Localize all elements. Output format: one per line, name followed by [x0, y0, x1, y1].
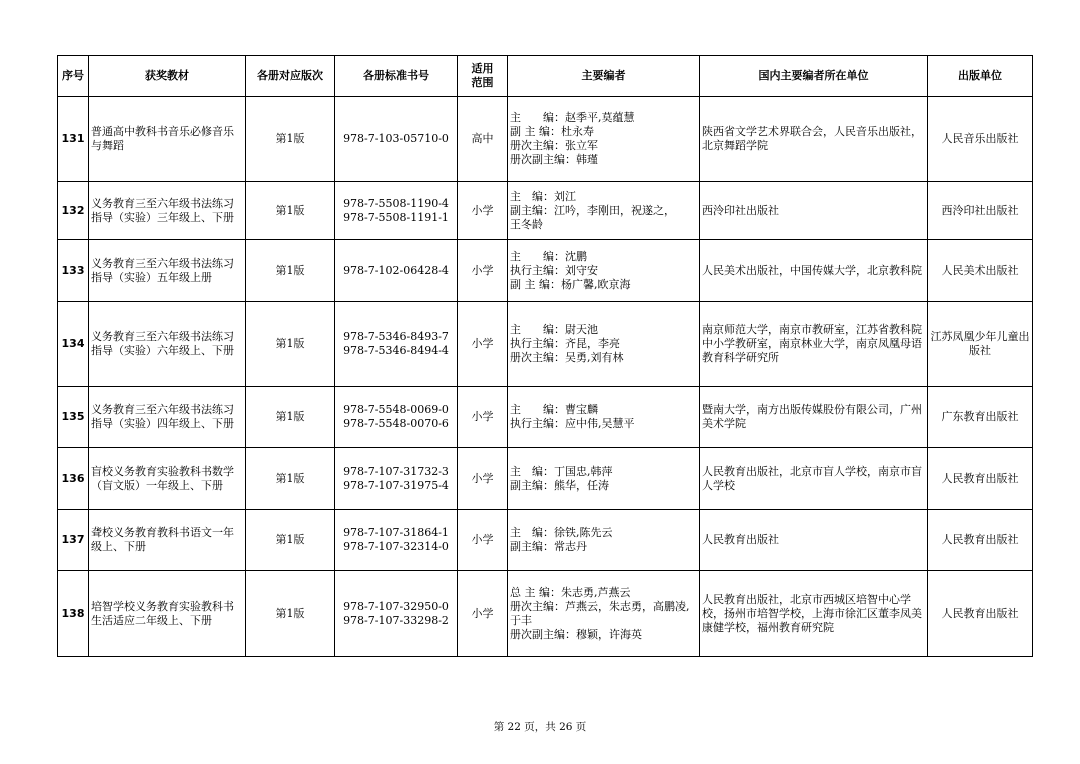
textbook-title: 普通高中教科书音乐必修音乐与舞蹈 [89, 97, 246, 182]
edition: 第1版 [246, 571, 335, 657]
isbn: 978-7-102-06428-4 [343, 263, 449, 277]
isbn: 978-7-5548-0069-0 [343, 403, 449, 416]
editors-cell [508, 448, 700, 510]
row-number: 138 [58, 571, 89, 657]
editor-line: 册次副主编：穆颖，许海英 [510, 627, 642, 641]
isbn: 978-7-5508-1191-1 [343, 210, 449, 224]
editor-line: 册次主编：吴勇,刘有林 [510, 351, 624, 364]
editors-cell [508, 302, 700, 387]
editors-cell [508, 182, 700, 240]
publisher: 西泠印社出版社 [928, 182, 1033, 240]
isbn-cell [335, 182, 458, 240]
publisher: 江苏凤凰少年儿童出版社 [928, 302, 1033, 387]
award-table [57, 55, 1033, 657]
scope: 小学 [458, 571, 508, 657]
editor-line: 总 主 编：朱志勇,芦燕云 [510, 585, 631, 599]
table-row [58, 510, 1033, 571]
editor-line: 主 编：丁国忠,韩萍 [510, 464, 613, 478]
isbn-cell [335, 448, 458, 510]
editor-line: 副主编：江吟，李刚田，祝遂之， [510, 203, 675, 217]
editor-line: 副 主 编：杜永寿 [510, 125, 594, 138]
header-publisher: 出版单位 [928, 56, 1033, 97]
header-scope [458, 56, 508, 97]
table-row [58, 448, 1033, 510]
publisher: 人民教育出版社 [928, 571, 1033, 657]
isbn: 978-7-107-31864-1 [343, 526, 449, 539]
publisher: 人民教育出版社 [928, 510, 1033, 571]
scope: 小学 [458, 448, 508, 510]
row-number: 133 [58, 240, 89, 302]
isbn-cell [335, 97, 458, 182]
edition: 第1版 [246, 240, 335, 302]
table-row [58, 387, 1033, 448]
edition: 第1版 [246, 97, 335, 182]
editor-line: 副 主 编：杨广馨,欧京海 [510, 277, 631, 291]
editor-line: 主 编：尉天池 [510, 323, 598, 336]
editors-cell [508, 97, 700, 182]
editor-line: 册次主编：张立军 [510, 139, 598, 152]
header-scope-line1: 适用 [471, 62, 494, 75]
table-row [58, 302, 1033, 387]
header-no: 序号 [58, 56, 89, 97]
table-row [58, 240, 1033, 302]
textbook-title: 盲校义务教育实验教科书数学（盲文版）一年级上、下册 [89, 448, 246, 510]
editor-units: 人民教育出版社，北京市西城区培智中心学校，扬州市培智学校，上海市徐汇区董李凤美康健学校，福州教育研究院 [700, 571, 928, 657]
publisher: 人民教育出版社 [928, 448, 1033, 510]
textbook-title: 义务教育三至六年级书法练习指导（实验）三年级上、下册 [89, 182, 246, 240]
isbn-cell [335, 302, 458, 387]
editor-line: 副主编：熊华，任涛 [510, 478, 609, 492]
editor-line: 主 编：曹宝麟 [510, 403, 598, 416]
editor-line: 主 编：赵季平,莫蕴慧 [510, 111, 635, 124]
publisher: 人民音乐出版社 [928, 97, 1033, 182]
header-units: 国内主要编者所在单位 [700, 56, 928, 97]
isbn-cell [335, 240, 458, 302]
scope: 小学 [458, 302, 508, 387]
editor-line: 副主编：常志丹 [510, 540, 587, 553]
header-title: 获奖教材 [89, 56, 246, 97]
editor-line: 执行主编：应中伟,吴慧平 [510, 417, 635, 430]
editors-cell [508, 510, 700, 571]
isbn-cell [335, 510, 458, 571]
header-scope-line2: 范围 [471, 76, 494, 89]
editor-units: 南京师范大学，南京市教研室，江苏省教科院中小学教研室，南京林业大学，南京凤凰母语教育科学研究所 [700, 302, 928, 387]
row-number: 136 [58, 448, 89, 510]
edition: 第1版 [246, 387, 335, 448]
scope: 小学 [458, 240, 508, 302]
isbn: 978-7-107-32950-0 [343, 599, 449, 613]
isbn: 978-7-5346-8493-7 [343, 330, 449, 343]
isbn: 978-7-5346-8494-4 [343, 344, 449, 357]
editor-units: 人民教育出版社，北京市盲人学校，南京市盲人学校 [700, 448, 928, 510]
row-number: 137 [58, 510, 89, 571]
isbn-cell [335, 387, 458, 448]
isbn: 978-7-107-32314-0 [343, 540, 449, 553]
isbn: 978-7-107-31975-4 [343, 478, 449, 492]
editor-units: 人民教育出版社 [700, 510, 928, 571]
edition: 第1版 [246, 182, 335, 240]
editors-cell [508, 240, 700, 302]
textbook-title: 聋校义务教育教科书语文一年级上、下册 [89, 510, 246, 571]
textbook-title: 义务教育三至六年级书法练习指导（实验）六年级上、下册 [89, 302, 246, 387]
edition: 第1版 [246, 448, 335, 510]
publisher: 人民美术出版社 [928, 240, 1033, 302]
row-number: 131 [58, 97, 89, 182]
header-edition: 各册对应版次 [246, 56, 335, 97]
edition: 第1版 [246, 302, 335, 387]
isbn: 978-7-5548-0070-6 [343, 417, 449, 430]
isbn-cell [335, 571, 458, 657]
row-number: 134 [58, 302, 89, 387]
header-row [58, 56, 1033, 97]
editor-units: 陕西省文学艺术界联合会，人民音乐出版社，北京舞蹈学院 [700, 97, 928, 182]
editor-line: 执行主编：齐昆，李亮 [510, 337, 620, 350]
editor-line: 主 编：徐铁,陈先云 [510, 526, 613, 539]
editors-cell [508, 387, 700, 448]
row-number: 132 [58, 182, 89, 240]
editor-line: 册次副主编：韩瑾 [510, 153, 598, 166]
textbook-title: 义务教育三至六年级书法练习指导（实验）四年级上、下册 [89, 387, 246, 448]
edition: 第1版 [246, 510, 335, 571]
isbn: 978-7-107-31732-3 [343, 464, 449, 478]
isbn: 978-7-107-33298-2 [343, 613, 449, 627]
scope: 小学 [458, 182, 508, 240]
textbook-title: 培智学校义务教育实验教科书生活适应二年级上、下册 [89, 571, 246, 657]
editor-line: 主 编：沈鹏 [510, 249, 587, 263]
isbn: 978-7-103-05710-0 [343, 132, 449, 145]
table-row [58, 182, 1033, 240]
table-row [58, 571, 1033, 657]
scope: 小学 [458, 510, 508, 571]
editor-units: 暨南大学，南方出版传媒股份有限公司，广州美术学院 [700, 387, 928, 448]
publisher: 广东教育出版社 [928, 387, 1033, 448]
header-editors: 主要编者 [508, 56, 700, 97]
isbn: 978-7-5508-1190-4 [343, 196, 449, 210]
editor-line: 册次主编：芦燕云，朱志勇，高鹏凌,于丰 [510, 599, 690, 627]
scope: 高中 [458, 97, 508, 182]
editor-units: 人民美术出版社，中国传媒大学，北京教科院 [700, 240, 928, 302]
page-footer: 第 22 页，共 26 页 [493, 721, 587, 733]
table-row [58, 97, 1033, 182]
scope: 小学 [458, 387, 508, 448]
editor-line: 执行主编：刘守安 [510, 263, 598, 277]
editors-cell [508, 571, 700, 657]
textbook-title: 义务教育三至六年级书法练习指导（实验）五年级上册 [89, 240, 246, 302]
editor-line: 主 编：刘江 [510, 189, 576, 203]
editor-units: 西泠印社出版社 [700, 182, 928, 240]
editor-line: 王冬龄 [510, 217, 543, 231]
header-isbn: 各册标准书号 [335, 56, 458, 97]
row-number: 135 [58, 387, 89, 448]
